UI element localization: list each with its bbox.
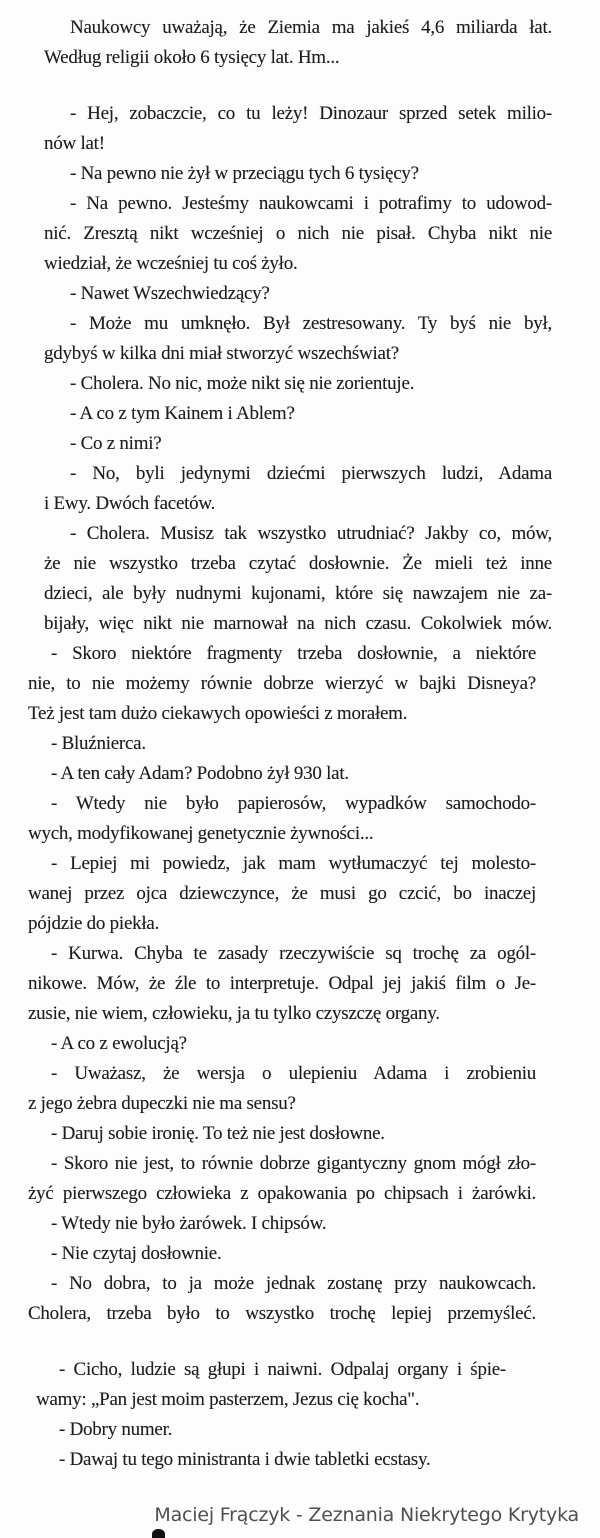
- text-line: wanej przez ojca dziewczynce, że musi go czcić, bo inaczej: [28, 883, 536, 904]
- text-line: - Cholera. No nic, może nikt się nie zorientuje.: [70, 373, 415, 394]
- text-line: - Dobry numer.: [59, 1419, 173, 1440]
- text-line: - Może mu umknęło. Był zestresowany. Ty byś nie był,: [70, 313, 552, 334]
- text-line: wiedział, że wcześniej tu coś żyło.: [44, 253, 298, 274]
- text-line: - Na pewno nie żył w przeciągu tych 6 tysięcy?: [70, 163, 419, 184]
- text-line: - A co z tym Kainem i Ablem?: [70, 403, 295, 424]
- text-line: że nie wszystko trzeba czytać dosłownie. Że mieli też inne: [44, 553, 552, 574]
- text-line: - Wtedy nie było papierosów, wypadków samochodo-: [51, 793, 536, 814]
- text-line: z jego żebra dupeczki nie ma sensu?: [28, 1093, 296, 1114]
- text-line: - Uważasz, że wersja o ulepieniu Adama i zrobieniu: [51, 1063, 536, 1084]
- text-line: zusie, nie wiem, człowieku, ja tu tylko czyszczę organy.: [28, 1003, 440, 1024]
- text-line: Też jest tam dużo ciekawych opowieści z morałem.: [28, 703, 408, 724]
- cutoff-glyph-mark: [152, 1529, 165, 1538]
- text-line: bijały, więc nikt nie marnował na nich czasu. Cokolwiek mów.: [44, 613, 552, 634]
- text-line: - Co z nimi?: [70, 433, 162, 454]
- text-line: Cholera, trzeba było to wszystko trochę lepiej przemyśleć.: [28, 1303, 536, 1324]
- text-line: - Lepiej mi powiedz, jak mam wytłumaczyć tej molesto-: [51, 853, 536, 874]
- text-line: - Dawaj tu tego ministranta i dwie tabletki ecstasy.: [59, 1449, 431, 1470]
- text-line: - Hej, zobaczcie, co tu leży! Dinozaur sprzed setek milio-: [70, 103, 552, 124]
- text-line: Według religii około 6 tysięcy lat. Hm...: [44, 47, 340, 68]
- text-line: pójdzie do piekła.: [28, 913, 160, 934]
- text-line: - Wtedy nie było żarówek. I chipsów.: [51, 1213, 327, 1234]
- text-line: nie, to nie możemy równie dobrze wierzyć w bajki Disneya?: [28, 673, 536, 694]
- text-line: - Nawet Wszechwiedzący?: [70, 283, 270, 304]
- text-line: Naukowcy uważają, że Ziemia ma jakieś 4,6 miliarda łat.: [70, 17, 552, 38]
- text-line: nikowe. Mów, że źle to interpretuje. Odpal jej jakiś film o Je-: [28, 973, 536, 994]
- text-line: - Nie czytaj dosłownie.: [51, 1243, 222, 1264]
- text-line: - Daruj sobie ironię. To też nie jest dosłowne.: [51, 1123, 385, 1144]
- text-line: - Kurwa. Chyba te zasady rzeczywiście sq trochę za ogól-: [51, 943, 536, 964]
- text-line: - No, byli jedynymi dziećmi pierwszych ludzi, Adama: [70, 463, 552, 484]
- text-block: [36, 1355, 506, 1475]
- text-line: żyć pierwszego człowieka z opakowania po chipsach i żarówki.: [28, 1183, 536, 1204]
- text-block: [44, 13, 552, 73]
- text-line: - Cicho, ludzie są głupi i naiwni. Odpalaj organy i śpie-: [59, 1359, 506, 1380]
- text-line: - Skoro nie jest, to równie dobrze gigantyczny gnom mógł zło-: [51, 1153, 536, 1174]
- text-block: [28, 639, 536, 1329]
- text-line: - Bluźnierca.: [51, 733, 146, 754]
- text-line: - Cholera. Musisz tak wszystko utrudniać? Jakby co, mów,: [70, 523, 552, 544]
- text-line: gdybyś w kilka dni miał stworzyć wszechświat?: [44, 343, 399, 364]
- text-line: nić. Zresztą nikt wcześniej o nich nie pisał. Chyba nikt nie: [44, 223, 552, 244]
- text-line: dzieci, ale były nudnymi kujonami, które się nawzajem nie za-: [44, 583, 552, 604]
- attribution-footer: Maciej Frączyk - Zeznania Niekrytego Krytyka: [154, 1504, 579, 1526]
- text-line: wamy: „Pan jest moim pasterzem, Jezus cię kocha".: [36, 1389, 420, 1410]
- text-line: - Skoro niektóre fragmenty trzeba dosłownie, a niektóre: [51, 643, 536, 664]
- text-line: - A co z ewolucją?: [51, 1033, 187, 1054]
- text-line: - Na pewno. Jesteśmy naukowcami i potrafimy to udowod-: [70, 193, 552, 214]
- text-block: [44, 99, 552, 639]
- dialogue-text: [0, 13, 600, 1475]
- text-line: nów lat!: [44, 133, 105, 154]
- text-line: wych, modyfikowanej genetycznie żywności...: [28, 823, 374, 844]
- text-line: - A ten cały Adam? Podobno żył 930 lat.: [51, 763, 349, 784]
- text-line: i Ewy. Dwóch facetów.: [44, 493, 216, 514]
- text-line: - No dobra, to ja może jednak zostanę przy naukowcach.: [51, 1273, 536, 1294]
